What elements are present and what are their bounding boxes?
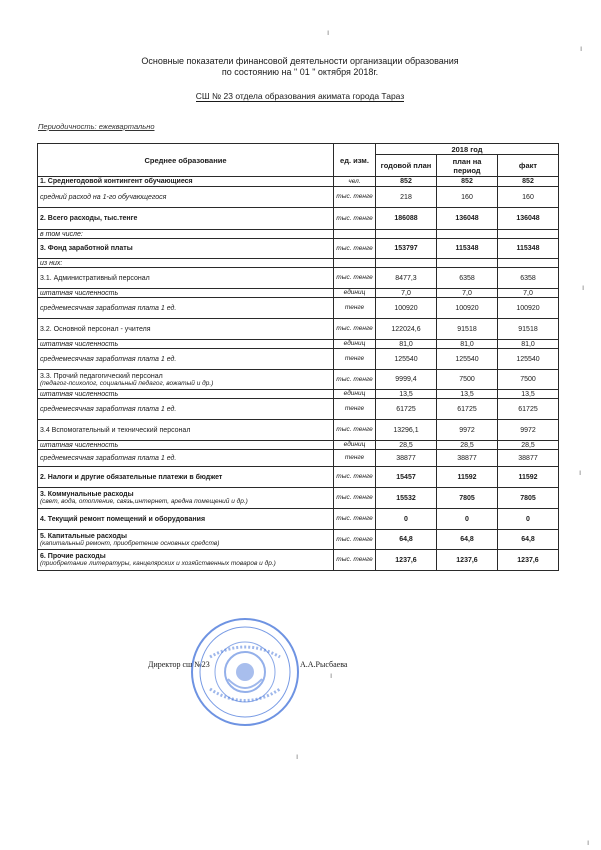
plan-period-value: 852 (437, 177, 498, 187)
fact-value: 852 (498, 177, 559, 187)
header-plan-year: годовой план (376, 155, 437, 177)
scan-mark: ı (327, 28, 330, 37)
fact-value: 100920 (498, 298, 559, 319)
fact-value: 61725 (498, 399, 559, 420)
row-label: среднемесячная заработная плата 1 ед. (38, 298, 334, 319)
plan-year-value: 1237,6 (376, 550, 437, 571)
table-row (38, 550, 559, 571)
fact-value: 160 (498, 187, 559, 208)
plan-year-value: 122024,6 (376, 319, 437, 340)
row-label: 3.4 Вспомогательный и технический персонал (38, 420, 334, 441)
table-row (38, 230, 559, 239)
row-unit: тыс. тенге (334, 420, 376, 441)
row-unit: единиц (334, 340, 376, 349)
fact-value: 115348 (498, 239, 559, 259)
plan-period-value: 0 (437, 509, 498, 530)
plan-year-value: 13296,1 (376, 420, 437, 441)
plan-period-value: 115348 (437, 239, 498, 259)
row-label: штатная численность (38, 441, 334, 450)
row-unit: тыс. тенге (334, 370, 376, 390)
row-label: среднемесячная заработная плата 1 ед. (38, 450, 334, 467)
fact-value: 7,0 (498, 289, 559, 298)
row-unit: тенге (334, 399, 376, 420)
plan-year-value: 15457 (376, 467, 437, 488)
table-row (38, 370, 559, 390)
row-label: среднемесячная заработная плата 1 ед. (38, 399, 334, 420)
fact-value: 64,8 (498, 530, 559, 550)
row-label: 3. Фонд заработной платы (38, 239, 334, 259)
row-label: в том числе: (38, 230, 334, 239)
row-sublabel: (свет, вода, отопление, связь,интернет, аредна помещений и др.) (40, 498, 248, 505)
table-row (38, 450, 559, 467)
row-unit: тенге (334, 349, 376, 370)
row-unit: единиц (334, 441, 376, 450)
periodicity-note: Периодичность: ежеквартально (38, 122, 155, 131)
table-row (38, 298, 559, 319)
scan-mark: ı (582, 283, 585, 292)
row-sublabel: (капитальный ремонт, приобретение основных средств) (40, 539, 220, 547)
plan-year-value: 186088 (376, 208, 437, 230)
row-label: средний расход на 1-го обучающегося (38, 187, 334, 208)
fact-value: 81,0 (498, 340, 559, 349)
plan-period-value: 7,0 (437, 289, 498, 298)
report-title: Основные показатели финансовой деятельности организации образования (141, 56, 459, 66)
header-year: 2018 год (376, 144, 559, 155)
plan-period-value: 136048 (437, 208, 498, 230)
plan-year-value: 28,5 (376, 441, 437, 450)
table-row (38, 177, 559, 187)
fact-value: 9972 (498, 420, 559, 441)
fact-value: 1237,6 (498, 550, 559, 571)
table-row (38, 187, 559, 208)
plan-period-value: 6358 (437, 268, 498, 289)
row-unit: тыс. тенге (334, 530, 376, 550)
fact-value: 13,5 (498, 390, 559, 399)
plan-year-value: 218 (376, 187, 437, 208)
plan-year-value: 153797 (376, 239, 437, 259)
scan-mark: ı (580, 44, 583, 53)
header-plan-period: план на период (437, 155, 498, 177)
row-unit: тыс. тенге (334, 509, 376, 530)
table-row (38, 509, 559, 530)
row-label: 5. Капитальные расходы (капитальный ремонт, приобретение основных средств) (38, 530, 334, 550)
scan-mark: ı (296, 752, 299, 761)
plan-year-value: 38877 (376, 450, 437, 467)
row-unit: тыс. тенге (334, 268, 376, 289)
director-title: Директор сш №23 (148, 660, 210, 669)
table-row (38, 390, 559, 399)
plan-period-value: 100920 (437, 298, 498, 319)
row-unit: тенге (334, 298, 376, 319)
row-unit: тенге (334, 450, 376, 467)
fact-value: 136048 (498, 208, 559, 230)
fact-value: 91518 (498, 319, 559, 340)
plan-period-value: 38877 (437, 450, 498, 467)
plan-period-value: 81,0 (437, 340, 498, 349)
table-row (38, 488, 559, 509)
table-row (38, 239, 559, 259)
row-label: среднемесячная заработная плата 1 ед. (38, 349, 334, 370)
official-seal (190, 617, 300, 727)
plan-period-value: 7500 (437, 370, 498, 390)
plan-year-value: 100920 (376, 298, 437, 319)
plan-year-value: 61725 (376, 399, 437, 420)
row-label: из них: (38, 259, 334, 268)
plan-year-value (376, 259, 437, 268)
row-unit: чел. (334, 177, 376, 187)
fact-value (498, 230, 559, 239)
fact-value: 7500 (498, 370, 559, 390)
financial-indicators-table (37, 143, 559, 571)
row-label: 2. Налоги и другие обязательные платежи в бюджет (38, 467, 334, 488)
header-education-type: Среднее образование (38, 144, 334, 177)
fact-value: 6358 (498, 268, 559, 289)
fact-value: 125540 (498, 349, 559, 370)
row-label: 2. Всего расходы, тыс.тенге (38, 208, 334, 230)
report-date-line: по состоянию на " 01 " октября 2018г. (221, 67, 379, 77)
row-unit: тыс. тенге (334, 239, 376, 259)
row-label: штатная численность (38, 340, 334, 349)
row-label: штатная численность (38, 289, 334, 298)
table-row (38, 420, 559, 441)
fact-value: 0 (498, 509, 559, 530)
table-row (38, 530, 559, 550)
row-label: 3. Коммунальные расходы (свет, вода, отопление, связь,интернет, аредна помещений и др.) (38, 488, 334, 509)
row-label: 3.1. Административный персонал (38, 268, 334, 289)
row-sublabel: (приобретание литературы, канцелярских и хозяйственных товаров и др.) (40, 560, 276, 567)
fact-value (498, 259, 559, 268)
table-row (38, 289, 559, 298)
row-label: 3.2. Основной персонал - учителя (38, 319, 334, 340)
row-unit: тыс. тенге (334, 467, 376, 488)
header-unit: ед. изм. (334, 144, 376, 177)
table-row (38, 441, 559, 450)
fact-value: 7805 (498, 488, 559, 509)
row-unit: тыс. тенге (334, 187, 376, 208)
plan-period-value: 1237,6 (437, 550, 498, 571)
organization-name: СШ № 23 отдела образования акимата города Тараз (195, 91, 405, 101)
row-unit: тыс. тенге (334, 488, 376, 509)
row-label: 3.3. Прочий педагогический персонал (педагог-психолог, социальный педагог, вожатый и др.) (38, 370, 334, 390)
plan-period-value: 7805 (437, 488, 498, 509)
fact-value: 11592 (498, 467, 559, 488)
plan-period-value: 28,5 (437, 441, 498, 450)
plan-year-value: 81,0 (376, 340, 437, 349)
fact-value: 28,5 (498, 441, 559, 450)
row-label: 6. Прочие расходы (приобретание литературы, канцелярских и хозяйственных товаров и др.) (38, 550, 334, 571)
plan-period-value: 11592 (437, 467, 498, 488)
table-row (38, 349, 559, 370)
scan-mark: ı (330, 671, 333, 680)
fact-value: 38877 (498, 450, 559, 467)
row-unit (334, 230, 376, 239)
plan-period-value: 64,8 (437, 530, 498, 550)
row-unit: тыс. тенге (334, 208, 376, 230)
plan-year-value: 125540 (376, 349, 437, 370)
plan-year-value: 15532 (376, 488, 437, 509)
plan-year-value: 852 (376, 177, 437, 187)
plan-period-value: 13,5 (437, 390, 498, 399)
plan-period-value (437, 259, 498, 268)
row-label: 1. Среднегодовой контингент обучающиеся (38, 177, 334, 187)
plan-year-value: 8477,3 (376, 268, 437, 289)
row-label: штатная численность (38, 390, 334, 399)
table-row (38, 340, 559, 349)
plan-period-value: 9972 (437, 420, 498, 441)
table-row (38, 208, 559, 230)
header-fact: факт (498, 155, 559, 177)
table-row (38, 259, 559, 268)
scan-mark: ı (579, 468, 582, 477)
plan-year-value: 7,0 (376, 289, 437, 298)
plan-year-value: 0 (376, 509, 437, 530)
table-row (38, 268, 559, 289)
row-unit: единиц (334, 289, 376, 298)
director-name: А.А.Рысбаева (300, 660, 348, 669)
plan-period-value: 91518 (437, 319, 498, 340)
table-row (38, 319, 559, 340)
row-sublabel: (педагог-психолог, социальный педагог, вожатый и др.) (40, 379, 214, 387)
plan-period-value (437, 230, 498, 239)
row-unit: тыс. тенге (334, 550, 376, 571)
plan-period-value: 125540 (437, 349, 498, 370)
plan-year-value: 13,5 (376, 390, 437, 399)
row-unit: тыс. тенге (334, 319, 376, 340)
plan-year-value (376, 230, 437, 239)
table-row (38, 399, 559, 420)
row-unit (334, 259, 376, 268)
plan-period-value: 61725 (437, 399, 498, 420)
table-row (38, 467, 559, 488)
plan-period-value: 160 (437, 187, 498, 208)
row-unit: единиц (334, 390, 376, 399)
row-label: 4. Текущий ремонт помещений и оборудования (38, 509, 334, 530)
plan-year-value: 9999,4 (376, 370, 437, 390)
plan-year-value: 64,8 (376, 530, 437, 550)
scan-mark: ı (587, 838, 590, 847)
